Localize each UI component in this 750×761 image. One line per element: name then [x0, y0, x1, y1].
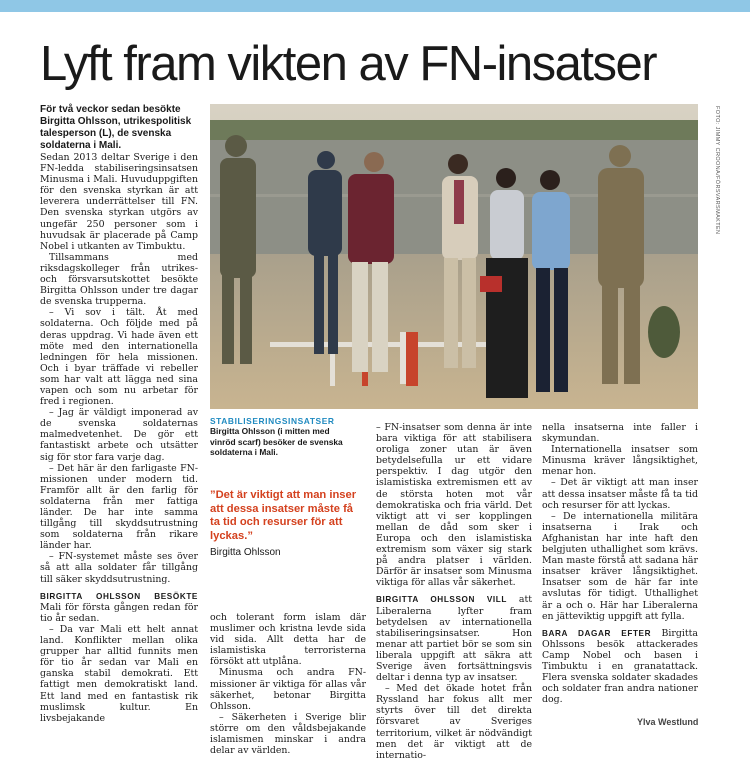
- paragraph: – Det är viktigt att man inser att dessa insatser måste få ta tid och resurser för att lyckas.: [542, 477, 698, 511]
- subhead-paragraph: [40, 591, 198, 624]
- paragraph: Tillsammans med riksdagskolleger från utrikes- och försvarsutskottet besökte Birgitta Ohlsson under tre dagar de svenska trupperna.: [40, 251, 198, 308]
- column-3: [376, 422, 532, 761]
- column-2: [210, 612, 366, 756]
- paragraph: – Det här är den farligaste FN-missionen under modern tid. Framför allt är den farlig för soldaterna från mer fattiga länder. De har inte samma tillgång till skyddsutrustning som soldaterna från rikare länder har.: [40, 462, 198, 552]
- subhead-text: Mali för första gången redan för tio år sedan.: [40, 601, 198, 624]
- paragraph: Sedan 2013 deltar Sverige i den FN-ledda stabiliseringsinsatsen Minusma i Mali. Huvuduppgiften för den svenska styrkan är att leverera underrättelser till FN. Den svenska styrkan utgörs av ungefär 250 personer som i huvudsak är placerade på Camp Nobel i utkanten av Timbuktu.: [40, 152, 198, 252]
- paragraph: – FN-insatser som denna är inte bara viktiga för att stabilisera oroliga zoner utan är även betydelsefulla ur ett vidare perspektiv. I dag utgör den islamistiska extremismen ett av de största hoten mot vår demokratiska och fria värld. Det viktigt att vi ser kopplingen mellan de dåd som sker i Europa och den islamistiska extremism som växer sig stark på andra platser i världen. Därför är insatser som Minusma viktiga för allas vår säkerhet.: [376, 422, 532, 589]
- paragraph: Internationella insatser som Minusma kräver långsiktighet, menar hon.: [542, 444, 698, 478]
- paragraph: – FN-systemet måste ses över så att alla soldater får tillgång till säker skyddsutrustning.: [40, 551, 198, 585]
- pull-quote-author: Birgitta Ohlsson: [210, 547, 281, 559]
- column-1: [40, 104, 198, 724]
- article-headline: Lyft fram vikten av FN-insatser: [40, 37, 657, 91]
- subhead: BIRGITTA OHLSSON BESÖKTE: [40, 591, 198, 601]
- paragraph: – Säkerheten i Sverige blir större om den våldsbejakande islamismen minskar i andra delar av världen.: [210, 711, 366, 757]
- subhead-paragraph: [542, 628, 698, 706]
- photo-caption: [210, 416, 350, 458]
- article-lead: För två veckor sedan besökte Birgitta Ohlsson, utrikespolitisk talesperson (L), de svenska soldaterna i Mali.: [40, 104, 192, 151]
- pull-quote-text: ”Det är viktigt att man inser att dessa insatser måste få ta tid och resurser för att lyckas.”: [210, 489, 357, 542]
- paragraph: – Jag är väldigt imponerad av de svenska soldaternas malmedvetenhet. De gör ett fantastiskt arbete och utsätter sig för stor fara varje dag.: [40, 407, 198, 463]
- paragraph: – Vi sov i tält. Åt med soldaterna. Och följde med på deras uppdrag. Vi hade även ett möte med den internationella ledningen för hela missionen. Och i byar träffade vi rebeller som har valt att lägga ned sina vapen och som nu arbetar för fred i regionen.: [40, 307, 198, 408]
- paragraph: nella insatserna inte faller i skymundan.: [542, 422, 698, 445]
- subhead-text: att Liberalerna lyfter fram betydelsen av internationella stabiliseringsinsatser. Hon menar att partiet bör se som sin liberala uppgift att säkra att Sverige även fortsättningsvis deltar i denna typ av insatser.: [376, 594, 532, 684]
- paragraph: – Da var Mali ett helt annat land. Konflikter mellan olika grupper har alltid funnits men för tio år sedan var Mali en ganska stabil demokrati. Ett fattigt men demokratiskt land. Ett land med en fantastisk rik muslimsk kultur. En livsbejakande: [40, 623, 198, 724]
- article-photo: [210, 104, 698, 409]
- top-color-bar: [0, 0, 750, 12]
- paragraph: och tolerant form islam där muslimer och kristna levde sida vid sida. Allt detta har de islamistiska terroristerna försökt att utplåna.: [210, 612, 366, 668]
- subhead: BARA DAGAR EFTER: [542, 628, 652, 638]
- pull-quote: [210, 489, 366, 558]
- subhead: BIRGITTA OHLSSON VILL: [376, 595, 507, 605]
- paragraph: – De internationella militära insatserna i Irak och Afghanistan har inte haft den belgjuten uthallighet som krävs. Man maste förstå att sadana här insatser kräver långsiktighet. Insatser som de här far inte avslutas för tidigt. Uthallighet är a och o. Här har Liberalerna en jätteviktig uppgift att fylla.: [542, 510, 698, 622]
- paragraph: Minusma och andra FN-missioner är viktiga för allas vår säkerhet, betonar Birgitta Ohlsson.: [210, 667, 366, 712]
- subhead-text: Birgitta Ohlssons besök attackerades Camp Nobel och basen i Timbuktu i en granatattack. Flera svenska soldater skadades och soldater fran andra nationer dog.: [542, 627, 698, 706]
- paragraph: – Med det ökade hotet från Ryssland har fokus allt mer styrts över till det direkta försvaret av Sveriges territorium, vilket är nödvändigt men det är viktigt att de internatio-: [376, 683, 532, 761]
- photo-credit: FOTO: JIMMY CROONA/FÖRSVARSMAKTEN: [714, 106, 720, 235]
- column-4: [542, 422, 698, 705]
- caption-kicker: STABILISERINGSINSATSER: [210, 416, 335, 426]
- author-byline: Ylva Westlund: [637, 717, 699, 727]
- subhead-paragraph: [376, 594, 532, 683]
- photo-illustration: [210, 104, 698, 409]
- caption-text: Birgitta Ohlsson (i mitten med vinröd scarf) besöker de svenska soldaterna i Mali.: [210, 426, 343, 458]
